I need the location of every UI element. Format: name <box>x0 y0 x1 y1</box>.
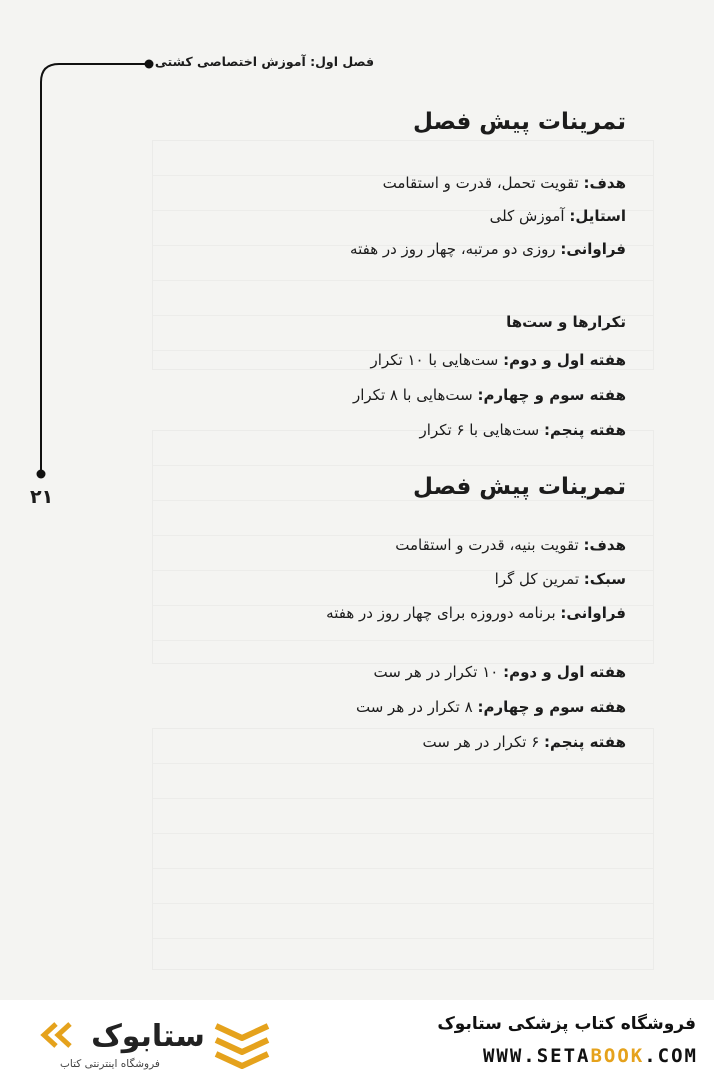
section-2-title: تمرینات پیش فصل <box>413 474 626 500</box>
goal-label: هدف: <box>583 174 626 192</box>
url-suffix: .COM <box>644 1045 698 1067</box>
frequency-line <box>326 602 626 625</box>
week-1-2-label: هفته اول و دوم: <box>503 351 626 369</box>
running-header: فصل اول: آموزش اختصاصی کشتی <box>154 54 374 69</box>
section-2-meta <box>326 534 626 625</box>
week-5-value: ست‌هایی با ۶ تکرار <box>419 421 545 439</box>
week-3-4-line <box>353 384 626 407</box>
goal-value: تقویت تحمل، قدرت و استقامت <box>382 174 584 192</box>
week-5-value: ۶ تکرار در هر ست <box>422 733 545 751</box>
section-1-meta <box>350 172 626 261</box>
frequency-value: برنامه دوروزه برای چهار روز در هفته <box>326 604 561 622</box>
week-5-line <box>356 731 626 754</box>
page-number: ۲۱ <box>30 486 54 508</box>
frequency-label: فراوانی: <box>560 604 626 622</box>
store-url[interactable] <box>483 1045 698 1067</box>
section-2-reps <box>356 661 626 754</box>
week-3-4-value: ست‌هایی با ۸ تکرار <box>352 386 478 404</box>
style-value: تمرین کل گرا <box>494 570 584 588</box>
svg-text:ستابوک: ستابوک <box>91 1019 205 1054</box>
setabook-logo <box>36 1014 205 1056</box>
goal-value: تقویت بنیه، قدرت و استقامت <box>395 536 584 554</box>
goal-line <box>326 534 626 557</box>
week-5-label: هفته پنجم: <box>544 421 626 439</box>
week-3-4-value: ۸ تکرار در هر ست <box>355 698 478 716</box>
logo-tagline: فروشگاه اینترنتی کتاب <box>60 1058 160 1070</box>
week-1-2-value: ست‌هایی با ۱۰ تکرار <box>370 351 504 369</box>
week-5-label: هفته پنجم: <box>544 733 626 751</box>
style-label: استایل: <box>569 207 626 225</box>
section-1-reps <box>353 311 626 442</box>
url-prefix: WWW.SETA <box>482 1045 591 1067</box>
frequency-line <box>350 238 626 261</box>
style-value: آموزش کلی <box>489 207 570 225</box>
section-1 <box>413 108 626 136</box>
store-footer <box>0 1000 714 1080</box>
style-line <box>326 568 626 591</box>
week-1-2-label: هفته اول و دوم: <box>503 663 626 681</box>
store-name: فروشگاه کتاب پزشکی ستابوک <box>437 1014 696 1034</box>
goal-line <box>350 172 626 195</box>
week-1-2-line <box>356 661 626 684</box>
section-1-title: تمرینات پیش فصل <box>413 109 626 135</box>
week-1-2-value: ۱۰ تکرار در هر ست <box>373 663 504 681</box>
week-1-2-line <box>353 349 626 372</box>
frequency-label: فراوانی: <box>560 240 626 258</box>
section-2 <box>413 473 626 501</box>
week-3-4-label: هفته سوم و چهارم: <box>477 386 626 404</box>
week-3-4-line <box>356 696 626 719</box>
goal-label: هدف: <box>583 536 626 554</box>
showthrough-table-3 <box>152 728 654 970</box>
book-stack-icon <box>212 1016 272 1070</box>
style-line <box>350 205 626 228</box>
url-brand: BOOK <box>590 1045 645 1067</box>
week-3-4-label: هفته سوم و چهارم: <box>477 698 626 716</box>
reps-heading: تکرارها و ست‌ها <box>506 313 626 331</box>
week-5-line <box>353 419 626 442</box>
style-label: سبک: <box>583 570 626 588</box>
frequency-value: روزی دو مرتبه، چهار روز در هفته <box>350 240 561 258</box>
chapter-spine-line <box>41 64 149 476</box>
